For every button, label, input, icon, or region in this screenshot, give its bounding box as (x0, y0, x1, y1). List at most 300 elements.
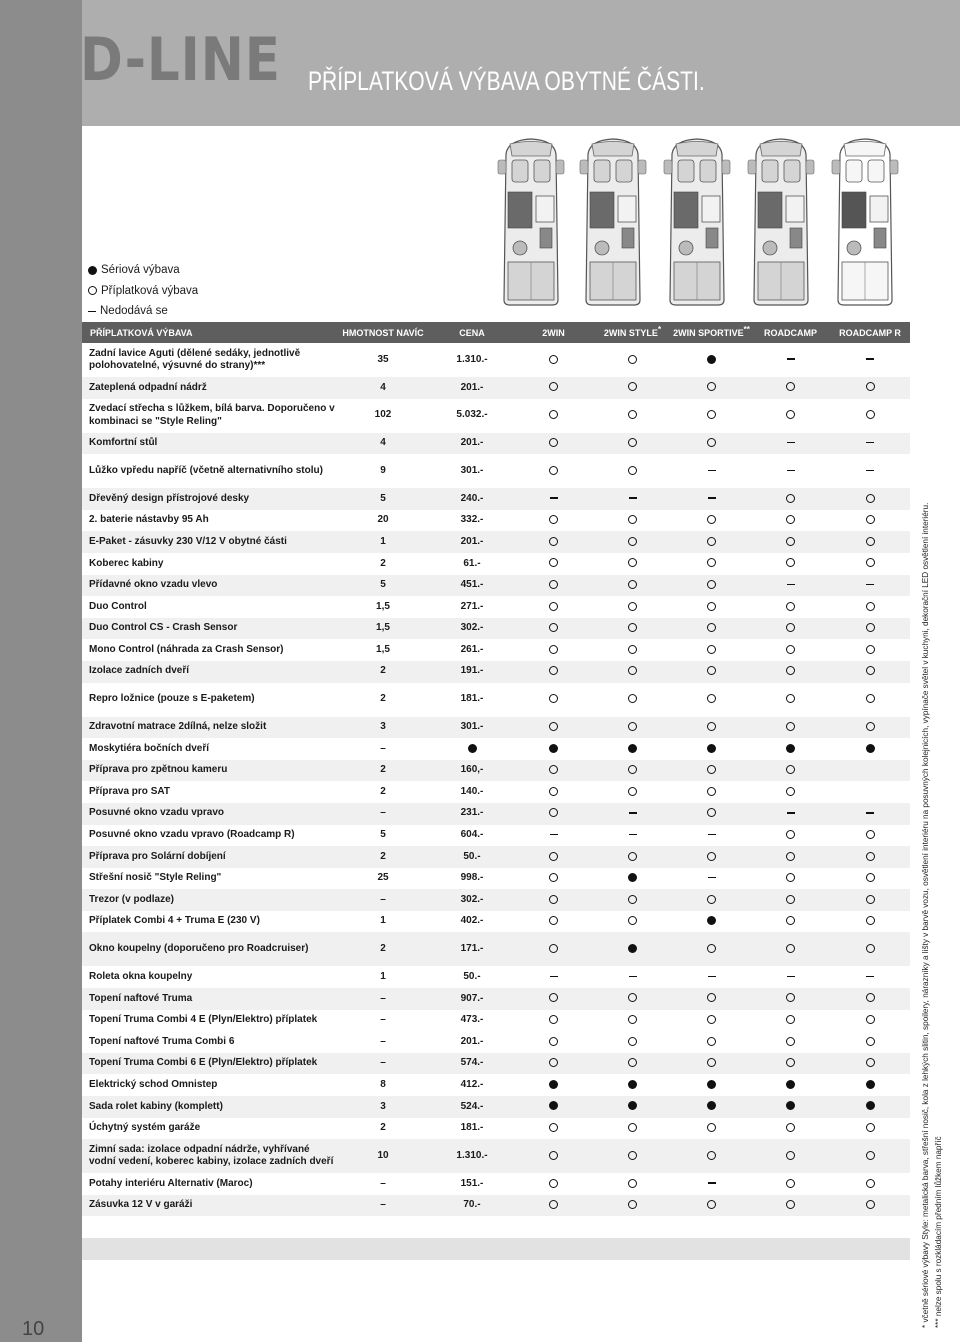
optional-mark (786, 1151, 795, 1160)
option-price: 160,- (430, 760, 514, 782)
option-name: Topení naftové Truma Combi 6 (89, 1035, 235, 1047)
availability-cell (593, 510, 672, 532)
optional-mark (866, 602, 875, 611)
availability-cell (672, 1053, 751, 1075)
optional-mark (866, 537, 875, 546)
optional-mark (786, 666, 795, 675)
header-price: CENA (430, 322, 514, 343)
optional-mark (549, 382, 558, 391)
availability-cell (672, 1139, 751, 1173)
option-weight: 1,5 (336, 618, 430, 640)
availability-cell (514, 1139, 593, 1173)
option-name: Koberec kabiny (89, 557, 164, 569)
not-available-mark (866, 358, 874, 359)
availability-cell (830, 825, 910, 847)
header-model-roadcamp-r: ROADCAMP R (830, 322, 910, 343)
optional-mark (628, 722, 637, 731)
option-weight: 4 (336, 377, 430, 399)
option-weight: – (336, 988, 430, 1010)
standard-mark (628, 1101, 637, 1110)
availability-cell (830, 596, 910, 618)
optional-mark (549, 1058, 558, 1067)
standard-mark (707, 1080, 716, 1089)
optional-mark (786, 993, 795, 1002)
availability-cell (593, 454, 672, 488)
optional-mark (628, 1037, 637, 1046)
availability-cell (514, 377, 593, 399)
optional-mark (786, 515, 795, 524)
availability-cell (514, 575, 593, 597)
availability-cell (514, 738, 593, 760)
availability-cell (593, 1053, 672, 1075)
availability-cell (593, 1010, 672, 1032)
table-row (82, 343, 910, 377)
optional-mark (866, 830, 875, 839)
table-row (82, 846, 910, 868)
optional-mark (786, 916, 795, 925)
standard-mark (786, 1080, 795, 1089)
standard-mark (707, 355, 716, 364)
option-price: 451.- (430, 575, 514, 597)
availability-cell (830, 717, 910, 739)
optional-mark (866, 694, 875, 703)
optional-mark (628, 580, 637, 589)
availability-cell (593, 488, 672, 510)
optional-mark (786, 1037, 795, 1046)
table-row (82, 868, 910, 890)
availability-cell (830, 738, 910, 760)
not-available-mark (550, 497, 558, 498)
optional-mark (786, 1058, 795, 1067)
availability-cell (672, 803, 751, 825)
option-weight: 2 (380, 785, 386, 797)
optional-mark (786, 1015, 795, 1024)
option-price: 61.- (463, 557, 481, 569)
availability-cell (751, 618, 830, 640)
availability-cell (514, 553, 593, 575)
empty-row (82, 1216, 910, 1238)
availability-cell (514, 531, 593, 553)
optional-mark (707, 438, 716, 447)
availability-cell (751, 399, 830, 433)
option-weight: – (336, 889, 430, 911)
optional-mark (549, 537, 558, 546)
optional-mark (549, 558, 558, 567)
option-name: Zateplená odpadní nádrž (82, 377, 336, 399)
option-weight: – (380, 742, 386, 754)
availability-cell (830, 553, 910, 575)
optional-mark (549, 993, 558, 1002)
availability-cell (751, 760, 830, 782)
availability-cell (830, 618, 910, 640)
availability-cell (830, 781, 910, 803)
availability-cell (672, 1074, 751, 1096)
availability-cell (672, 510, 751, 532)
option-name: Topení Truma Combi 4 E (Plyn/Elektro) příplatek (89, 1014, 318, 1026)
availability-cell (830, 1031, 910, 1053)
availability-cell (672, 553, 751, 575)
option-price: 271.- (460, 600, 484, 612)
optional-mark (707, 1015, 716, 1024)
option-weight: 1 (336, 531, 430, 553)
optional-mark (866, 1151, 875, 1160)
optional-mark (628, 410, 637, 419)
availability-cell (751, 803, 830, 825)
option-price: 574.- (430, 1053, 514, 1075)
optional-mark (628, 852, 637, 861)
option-price: 332.- (460, 514, 484, 526)
availability-cell (593, 1173, 672, 1195)
optional-mark (549, 873, 558, 882)
table-row (82, 1010, 910, 1032)
option-name: Repro ložnice (pouze s E-paketem) (89, 693, 255, 705)
table-row (82, 661, 910, 683)
optional-mark (866, 1037, 875, 1046)
option-price: 201.- (430, 433, 514, 455)
availability-cell (672, 639, 751, 661)
availability-cell (751, 1139, 830, 1173)
option-weight: 2 (336, 932, 430, 966)
availability-cell (751, 377, 830, 399)
availability-cell (751, 868, 830, 890)
availability-cell (514, 1195, 593, 1217)
option-price: 70.- (430, 1195, 514, 1217)
option-weight: 35 (377, 353, 389, 365)
option-name: Posuvné okno vzadu vpravo (82, 803, 336, 825)
optional-mark (786, 722, 795, 731)
not-available-mark (787, 358, 795, 359)
optional-mark (866, 645, 875, 654)
availability-cell (593, 1195, 672, 1217)
availability-cell (672, 846, 751, 868)
options-table (82, 322, 910, 1260)
optional-mark (707, 580, 716, 589)
optional-mark (786, 602, 795, 611)
availability-cell (593, 911, 672, 933)
not-available-mark (787, 584, 795, 585)
standard-mark (707, 916, 716, 925)
option-price: 261.- (460, 643, 484, 655)
availability-cell (672, 377, 751, 399)
optional-mark (628, 355, 637, 364)
optional-mark (628, 1200, 637, 1209)
standard-mark (628, 1080, 637, 1089)
availability-cell (751, 683, 830, 717)
availability-cell (514, 1031, 593, 1053)
availability-cell (514, 868, 593, 890)
availability-cell (751, 433, 830, 455)
availability-cell (830, 1096, 910, 1118)
availability-cell (593, 433, 672, 455)
table-row (82, 1074, 910, 1096)
option-weight: 2 (336, 846, 430, 868)
availability-cell (751, 488, 830, 510)
optional-mark (707, 537, 716, 546)
availability-cell (672, 343, 751, 377)
floor-plan-roadcamp-r (826, 136, 904, 308)
option-name: Topení naftové Truma (82, 988, 336, 1010)
optional-mark (866, 410, 875, 419)
availability-cell (593, 760, 672, 782)
table-row (82, 553, 910, 575)
not-available-mark (866, 976, 874, 977)
availability-cell (514, 1053, 593, 1075)
option-price: 201.- (430, 377, 514, 399)
filled-dot-icon (88, 266, 97, 275)
optional-mark (786, 765, 795, 774)
availability-cell (514, 760, 593, 782)
availability-cell (830, 846, 910, 868)
optional-mark (866, 852, 875, 861)
availability-cell (830, 639, 910, 661)
table-row (82, 454, 910, 488)
optional-mark (866, 1200, 875, 1209)
optional-mark (707, 1151, 716, 1160)
option-weight: 20 (377, 514, 389, 526)
optional-mark (549, 438, 558, 447)
availability-cell (593, 1074, 672, 1096)
section-title: PŘÍPLATKOVÁ VÝBAVA OBYTNÉ ČÁSTI. (308, 66, 705, 96)
floor-plan-2win-sportive (658, 136, 736, 308)
availability-cell (593, 846, 672, 868)
availability-cell (514, 966, 593, 988)
optional-mark (707, 852, 716, 861)
option-price: 524.- (430, 1096, 514, 1118)
availability-cell (593, 596, 672, 618)
availability-cell (830, 1074, 910, 1096)
option-name: Dřevěný design přístrojové desky (82, 488, 336, 510)
availability-cell (514, 781, 593, 803)
availability-cell (751, 1195, 830, 1217)
table-row (82, 988, 910, 1010)
availability-cell (593, 738, 672, 760)
option-weight: – (336, 1195, 430, 1217)
option-name: Přídavné okno vzadu vlevo (82, 575, 336, 597)
availability-cell (514, 454, 593, 488)
option-price: 907.- (430, 988, 514, 1010)
availability-cell (672, 661, 751, 683)
optional-mark (786, 830, 795, 839)
optional-mark (707, 645, 716, 654)
availability-cell (830, 1173, 910, 1195)
optional-mark (707, 515, 716, 524)
availability-cell (593, 825, 672, 847)
table-row (82, 1139, 910, 1173)
optional-mark (549, 852, 558, 861)
optional-mark (549, 765, 558, 774)
availability-cell (672, 825, 751, 847)
table-row (82, 639, 910, 661)
availability-cell (672, 1031, 751, 1053)
table-row (82, 966, 910, 988)
option-name: Příplatek Combi 4 + Truma E (230 V) (89, 915, 260, 927)
availability-cell (593, 889, 672, 911)
option-weight: 10 (336, 1139, 430, 1173)
availability-cell (672, 932, 751, 966)
option-name: Moskytiéra bočních dveří (89, 742, 210, 754)
availability-cell (751, 596, 830, 618)
availability-cell (514, 1010, 593, 1032)
option-weight: 25 (377, 872, 389, 884)
standard-mark (707, 744, 716, 753)
floor-plan-2win-style (574, 136, 652, 308)
option-weight: 5 (380, 829, 386, 841)
optional-mark (628, 1151, 637, 1160)
optional-mark (786, 1200, 795, 1209)
option-weight: 2 (336, 661, 430, 683)
availability-cell (830, 433, 910, 455)
optional-mark (628, 438, 637, 447)
legend (88, 260, 198, 322)
availability-cell (672, 868, 751, 890)
option-weight: 3 (336, 1096, 430, 1118)
availability-cell (514, 618, 593, 640)
availability-cell (830, 911, 910, 933)
option-weight: 1 (380, 971, 386, 983)
option-weight: 2 (380, 693, 386, 705)
table-row (82, 825, 910, 847)
table-row (82, 596, 910, 618)
not-available-mark (787, 976, 795, 977)
not-available-mark (708, 1182, 716, 1183)
option-weight: 9 (380, 464, 386, 476)
table-row (82, 1118, 910, 1140)
option-weight: 3 (336, 717, 430, 739)
optional-mark (786, 852, 795, 861)
table-row (82, 1096, 910, 1118)
ring-icon (88, 286, 97, 295)
availability-cell (830, 1195, 910, 1217)
option-weight: – (336, 803, 430, 825)
availability-cell (830, 966, 910, 988)
table-row (82, 399, 910, 433)
optional-mark (866, 895, 875, 904)
availability-cell (672, 575, 751, 597)
availability-cell (672, 596, 751, 618)
not-available-mark (550, 834, 558, 835)
availability-cell (751, 661, 830, 683)
optional-mark (549, 808, 558, 817)
availability-cell (830, 343, 910, 377)
availability-cell (672, 738, 751, 760)
availability-cell (751, 1096, 830, 1118)
availability-cell (830, 661, 910, 683)
availability-cell (593, 1096, 672, 1118)
availability-cell (672, 1010, 751, 1032)
option-name: Sada rolet kabiny (komplett) (82, 1096, 336, 1118)
availability-cell (672, 1195, 751, 1217)
standard-mark (549, 1101, 558, 1110)
availability-cell (672, 889, 751, 911)
optional-mark (549, 916, 558, 925)
optional-mark (786, 623, 795, 632)
option-name: Posuvné okno vzadu vpravo (Roadcamp R) (89, 829, 295, 841)
option-price: 473.- (460, 1014, 484, 1026)
optional-mark (549, 722, 558, 731)
left-gray-band (0, 0, 82, 1342)
floor-plans (490, 134, 910, 314)
not-available-mark (708, 877, 716, 878)
option-price: 998.- (460, 872, 484, 884)
optional-mark (628, 645, 637, 654)
standard-mark (866, 744, 875, 753)
page-number: 10 (22, 1318, 45, 1340)
availability-cell (751, 454, 830, 488)
optional-mark (707, 602, 716, 611)
option-price: 140.- (460, 785, 484, 797)
table-row (82, 932, 910, 966)
header-model-2win-sportive: 2WIN SPORTIVE** (672, 322, 751, 343)
availability-cell (830, 1053, 910, 1075)
option-name: Střešní nosič "Style Reling" (89, 872, 222, 884)
not-available-mark (629, 834, 637, 835)
footnote: * včetně sériové výbavy Style: metalická barva, střešní nosič, kola z lehkých slitin, spoilery, nárazníky a lišty v barvě vozu, osvětlení interiéru na posuvných kolejnicích, vypínače světel v kuchyni, dekorační LED osvětlení interiéru. (921, 502, 930, 1328)
not-available-mark (708, 834, 716, 835)
optional-mark (549, 1151, 558, 1160)
optional-mark (866, 916, 875, 925)
table-row (82, 760, 910, 782)
not-available-mark (866, 584, 874, 585)
availability-cell (830, 399, 910, 433)
availability-cell (751, 1010, 830, 1032)
option-weight: 2 (380, 557, 386, 569)
option-name: Příprava pro Solární dobíjení (82, 846, 336, 868)
availability-cell (672, 1096, 751, 1118)
option-name: Zimní sada: izolace odpadní nádrže, vyhřívané vodní vedení, koberec kabiny, izolace zadních dveří (82, 1139, 336, 1173)
optional-mark (549, 466, 558, 475)
optional-mark (549, 602, 558, 611)
availability-cell (751, 932, 830, 966)
availability-cell (751, 889, 830, 911)
option-weight: 1,5 (376, 600, 390, 612)
optional-mark (549, 694, 558, 703)
option-price: 412.- (460, 1078, 484, 1090)
optional-mark (628, 666, 637, 675)
availability-cell (593, 717, 672, 739)
not-available-mark (866, 442, 874, 443)
table-row (82, 377, 910, 399)
table-row (82, 1195, 910, 1217)
optional-mark (707, 382, 716, 391)
availability-cell (830, 377, 910, 399)
availability-cell (751, 911, 830, 933)
header-weight: HMOTNOST NAVÍC (336, 322, 430, 343)
availability-cell (514, 1096, 593, 1118)
availability-cell (593, 377, 672, 399)
availability-cell (672, 966, 751, 988)
option-price: 1.310.- (430, 1139, 514, 1173)
option-name: Úchytný systém garáže (89, 1122, 201, 1134)
optional-mark (707, 808, 716, 817)
option-price: 604.- (460, 829, 484, 841)
availability-cell (514, 510, 593, 532)
optional-mark (549, 580, 558, 589)
optional-mark (707, 1058, 716, 1067)
option-name: Okno koupelny (doporučeno pro Roadcruiser) (82, 932, 336, 966)
availability-cell (593, 781, 672, 803)
availability-cell (751, 1031, 830, 1053)
table-row (82, 510, 910, 532)
availability-cell (830, 760, 910, 782)
optional-mark (549, 1200, 558, 1209)
availability-cell (672, 433, 751, 455)
availability-cell (514, 433, 593, 455)
availability-cell (514, 846, 593, 868)
optional-mark (786, 873, 795, 882)
not-available-mark (629, 976, 637, 977)
optional-mark (707, 1200, 716, 1209)
optional-mark (549, 515, 558, 524)
